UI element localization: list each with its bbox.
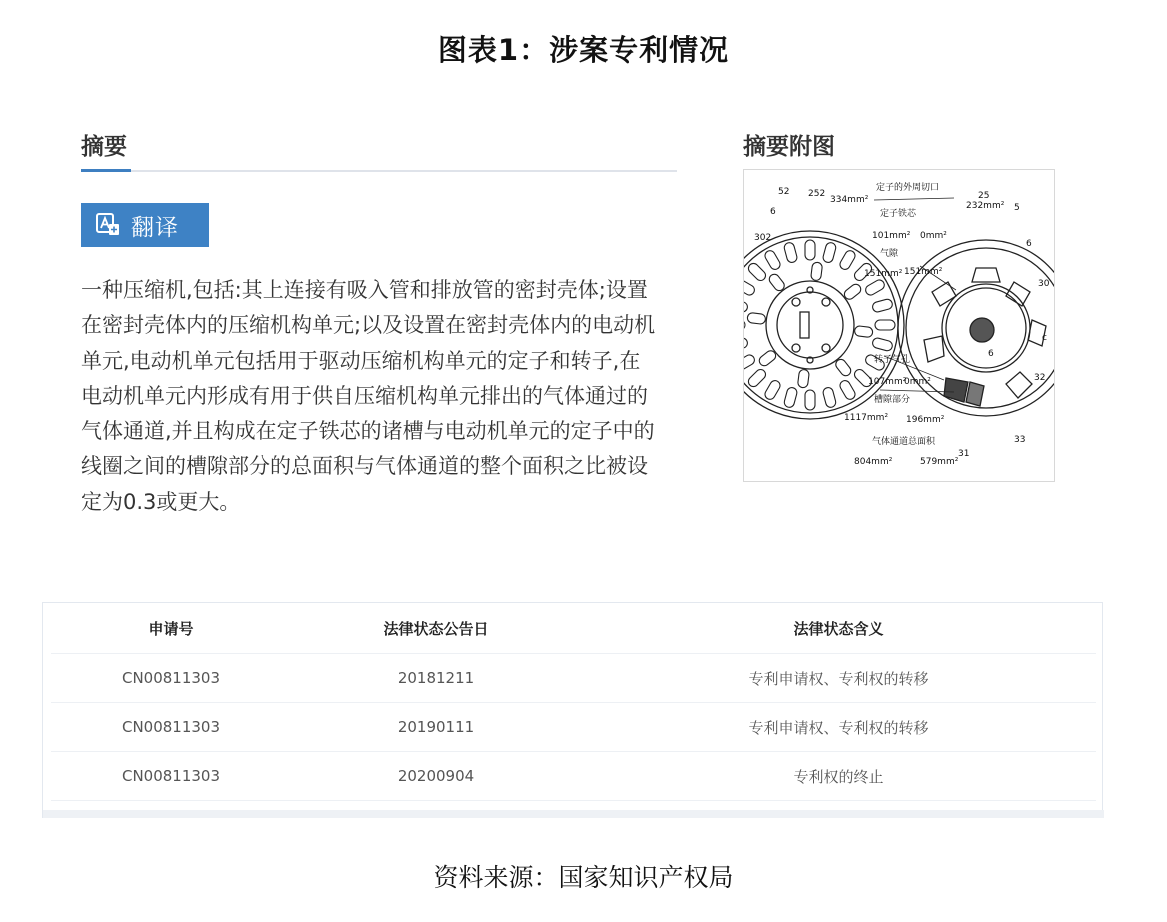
cell-application-no: CN00811303: [121, 669, 221, 687]
abstract-heading-block: [81, 128, 677, 174]
table-header-row: [51, 603, 1096, 654]
abstract-line: 在密封壳体内的压缩机构单元;以及设置在密封壳体内的电动机: [81, 313, 656, 338]
table-bottom-band: [43, 810, 1104, 818]
table-row: [51, 654, 1096, 703]
label-slot-part: 槽隙部分: [874, 395, 911, 405]
abstract-line: 一种压缩机,包括:其上连接有吸入管和排放管的密封壳体;设置: [81, 278, 648, 302]
label-rotor-hole: 转子气孔: [874, 355, 911, 365]
heading-accent-bar: [81, 169, 131, 172]
label-232: 232mm²: [966, 201, 1005, 211]
abstract-line: 单元,电动机单元包括用于驱动压缩机构单元的定子和转子,在: [81, 348, 641, 373]
abstract-line: 线圈之间的槽隙部分的总面积与气体通道的整个面积之比被设: [81, 454, 648, 479]
heading-divider: [81, 170, 677, 172]
abstract-line: 气体通道,并且构成在定子铁芯的诸槽与电动机单元的定子中的: [81, 419, 655, 444]
motor-cross-section-drawing: [744, 170, 1054, 481]
cell-status-meaning: 专利权的终止: [793, 767, 884, 786]
abstract-heading: 摘要: [81, 134, 127, 160]
abstract-line: 电动机单元内形成有用于供自压缩机构单元排出的气体通过的: [81, 383, 648, 408]
label-151a: 151mm²: [864, 269, 903, 279]
header-status-meaning: 法律状态含义: [793, 619, 884, 638]
translate-label: 翻译: [131, 214, 179, 241]
abstract-drawing[interactable]: [743, 169, 1055, 482]
cell-status-meaning: 专利申请权、专利权的转移: [748, 669, 929, 688]
header-announcement-date: 法律状态公告日: [383, 619, 489, 638]
translate-button[interactable]: [81, 203, 209, 247]
label-33: 33: [1014, 435, 1026, 445]
left-stator: [744, 231, 904, 419]
label-30: 30: [1038, 279, 1050, 289]
label-302: 302: [754, 233, 772, 243]
label-579: 579mm²: [920, 457, 959, 467]
label-0b: 0mm²: [904, 377, 931, 387]
label-6c: 6: [988, 349, 994, 359]
label-gas-total: 气体通道总面积: [872, 437, 936, 447]
label-6a: 6: [770, 207, 776, 217]
label-1117: 1117mm²: [844, 413, 889, 423]
cell-application-no: CN00811303: [121, 718, 221, 736]
header-application-no: 申请号: [148, 619, 194, 638]
label-196: 196mm²: [906, 415, 945, 425]
table-row: [51, 752, 1096, 801]
label-334: 334mm²: [830, 195, 869, 205]
cell-announcement-date: 20181211: [397, 669, 475, 687]
label-stator-core: 定子铁芯: [880, 209, 917, 219]
label-stator-cut: 定子的外周切口: [876, 183, 940, 193]
label-6b: 6: [1026, 239, 1032, 249]
label-107: 107mm²: [868, 377, 907, 387]
label-101: 101mm²: [872, 231, 911, 241]
abstract-line: 定为0.3或更大。: [81, 489, 241, 514]
label-32: 32: [1034, 373, 1046, 383]
label-252: 252: [808, 189, 826, 199]
label-c: c: [1042, 333, 1047, 343]
figure-title: 图表1：涉案专利情况: [437, 33, 730, 67]
cell-application-no: CN00811303: [121, 767, 221, 785]
figure-heading: 摘要附图: [743, 134, 835, 160]
source-note: 资料来源：国家知识产权局: [433, 863, 734, 892]
label-gap: 气隙: [880, 249, 899, 259]
cell-status-meaning: 专利申请权、专利权的转移: [748, 718, 929, 737]
translate-icon: [95, 212, 121, 238]
label-31: 31: [958, 449, 970, 459]
cell-announcement-date: 20190111: [397, 718, 475, 736]
label-804: 804mm²: [854, 457, 893, 467]
abstract-text: [81, 273, 677, 520]
label-5: 5: [1014, 203, 1020, 213]
label-0a: 0mm²: [920, 231, 947, 241]
legal-status-table: [42, 602, 1103, 818]
label-151b: 151mm²: [904, 267, 943, 277]
label-52: 52: [778, 187, 790, 197]
label-25: 25: [978, 191, 990, 201]
table-row: [51, 703, 1096, 752]
cell-announcement-date: 20200904: [397, 767, 475, 785]
